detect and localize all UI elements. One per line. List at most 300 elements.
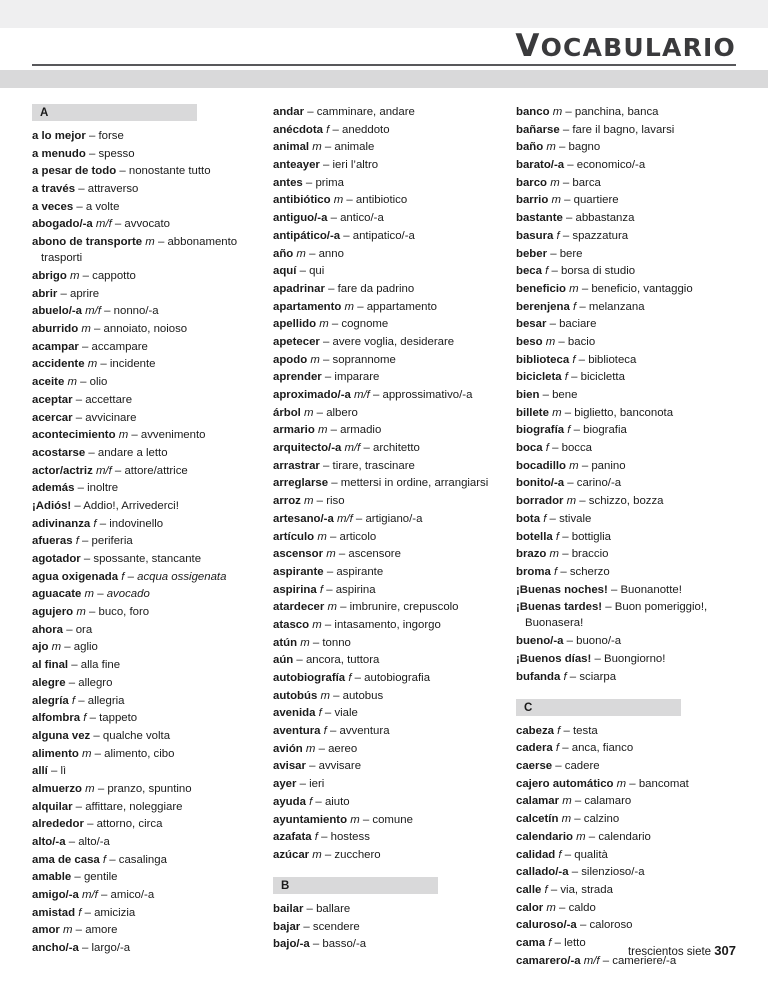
entry-headword: al final <box>32 659 69 672</box>
entry-translation: attraverso <box>87 183 139 196</box>
entry-translation: soprannome <box>332 353 396 366</box>
entry-separator: – <box>72 800 86 813</box>
entry-separator: – <box>559 123 573 136</box>
entry-gender-marker: m <box>115 429 129 442</box>
vocabulary-entry <box>273 546 498 562</box>
vocabulary-column <box>516 104 738 970</box>
vocabulary-entry <box>273 829 498 845</box>
entry-gender-marker: m <box>341 300 355 313</box>
entry-translation: qualche volta <box>102 729 171 742</box>
entry-headword: banco <box>516 106 550 118</box>
entry-headword: caerse <box>516 760 553 773</box>
entry-gender-marker: f <box>305 795 313 808</box>
entry-separator: – <box>563 635 577 648</box>
entry-headword: abuelo/-a <box>32 305 83 318</box>
entry-translation: autobiografia <box>364 672 431 684</box>
vocabulary-entry <box>32 268 255 284</box>
entry-translation: aprire <box>70 287 100 300</box>
entry-translation: letto <box>564 936 586 949</box>
entry-gender-marker: m <box>66 270 80 282</box>
vocabulary-entry <box>273 652 498 668</box>
vocabulary-entry <box>273 458 498 474</box>
vocabulary-entry <box>273 475 498 491</box>
entry-headword: animal <box>273 141 310 154</box>
vocabulary-entry <box>32 356 255 372</box>
entry-headword: aspirante <box>273 565 324 578</box>
entry-gender-marker: m <box>307 353 320 366</box>
entry-separator: – <box>557 565 570 578</box>
entry-translation: tappeto <box>99 712 138 725</box>
entry-separator: – <box>323 565 337 578</box>
footer-page-words: trescientos siete <box>627 946 712 958</box>
entry-translation: scherzo <box>569 565 610 578</box>
entry-translation: andare a letto <box>97 446 168 459</box>
entry-translation: cameriere/-a <box>612 954 677 967</box>
vocabulary-entry <box>273 493 498 509</box>
entry-translation: hostess <box>330 831 370 844</box>
entry-separator: – <box>304 106 317 118</box>
vocabulary-entry <box>516 263 738 279</box>
entry-separator: – <box>85 147 99 160</box>
entry-headword: basura <box>516 229 554 242</box>
header-divider <box>32 64 736 66</box>
vocabulary-entry <box>273 387 498 403</box>
entry-gender-marker: m <box>84 358 98 371</box>
entry-translation: Addio!, Arrivederci! <box>83 499 179 512</box>
entry-headword: a veces <box>32 200 74 213</box>
letter-heading-label: C <box>524 701 533 714</box>
vocabulary-entry <box>273 705 498 721</box>
entry-separator: – <box>323 583 336 596</box>
entry-gender-marker: m <box>81 588 95 601</box>
entry-separator: – <box>83 818 97 831</box>
entry-separator: – <box>90 323 104 336</box>
entry-headword: alegre <box>32 676 66 689</box>
entry-translation: lì <box>60 765 67 778</box>
entry-headword: apadrinar <box>273 282 325 295</box>
entry-separator: – <box>360 442 374 455</box>
entry-translation: acqua ossigenata <box>137 570 227 583</box>
entry-translation: scendere <box>312 920 360 933</box>
entry-headword: arrastrar <box>273 459 320 472</box>
entry-separator: – <box>75 694 88 707</box>
entry-separator: – <box>305 760 319 773</box>
entry-translation: biografia <box>583 424 627 437</box>
entry-separator: – <box>585 830 599 843</box>
entry-headword: calendario <box>516 830 573 843</box>
entry-headword: boca <box>516 442 543 455</box>
vocabulary-entry <box>32 639 255 655</box>
vocabulary-entry <box>32 922 255 938</box>
entry-headword: ajo <box>32 641 49 654</box>
entry-separator: – <box>555 335 568 348</box>
vocabulary-entry <box>32 710 255 726</box>
entry-gender-marker: m/f <box>350 389 370 401</box>
entry-translation: approssimativo/-a <box>382 389 473 401</box>
entry-separator: – <box>562 212 576 225</box>
vocabulary-entry <box>273 210 498 226</box>
entry-separator: – <box>576 919 590 932</box>
vocabulary-entry <box>273 192 498 208</box>
entry-translation: alto/-a <box>78 836 110 848</box>
vocabulary-entry <box>516 475 738 491</box>
entry-translation: albero <box>326 406 358 419</box>
vocabulary-entry <box>32 410 255 426</box>
entry-translation: basso/-a <box>322 938 367 951</box>
entry-gender-marker: m <box>78 323 91 336</box>
entry-separator: – <box>319 335 333 348</box>
entry-headword: ancho/-a <box>32 942 79 955</box>
entry-gender-marker: m <box>572 830 586 843</box>
entry-gender-marker: f <box>545 936 552 949</box>
entry-gender-marker: m <box>317 689 330 702</box>
entry-separator: – <box>354 300 367 313</box>
entry-gender-marker: f <box>311 831 318 844</box>
entry-headword: barrio <box>516 194 549 207</box>
vocabulary-entry <box>32 234 255 266</box>
vocabulary-entry <box>273 175 498 191</box>
vocabulary-entry <box>516 316 738 332</box>
entry-headword: barato/-a <box>516 159 565 172</box>
vocabulary-entry <box>32 374 255 390</box>
entry-separator: – <box>566 670 580 683</box>
vocabulary-entry <box>273 741 498 757</box>
vocabulary-entry <box>32 799 255 815</box>
entry-gender-marker: m <box>314 424 328 437</box>
entry-headword: autobús <box>273 689 318 702</box>
vocabulary-entry <box>516 139 738 155</box>
vocabulary-entry <box>32 463 255 479</box>
vocabulary-entry <box>516 352 738 368</box>
entry-separator: – <box>551 936 565 949</box>
entry-headword: amistad <box>32 906 76 919</box>
entry-headword: bueno/-a <box>516 635 564 648</box>
entry-translation: spossante, stancante <box>93 553 202 565</box>
entry-headword: arquitecto/-a <box>273 442 342 455</box>
entry-separator: – <box>71 871 84 884</box>
entry-translation: borsa di studio <box>560 265 636 278</box>
entry-separator: – <box>321 371 335 384</box>
entry-translation: imparare <box>334 371 380 384</box>
entry-translation: biglietto, banconota <box>574 406 674 419</box>
entry-translation: incidente <box>109 358 156 371</box>
entry-headword: arreglarse <box>273 477 329 490</box>
entry-translation: ora <box>75 623 93 636</box>
vocabulary-entry <box>273 688 498 704</box>
entry-gender-marker: m <box>48 641 62 654</box>
entry-translation: avventura <box>339 725 390 738</box>
vocabulary-entry <box>516 334 738 350</box>
vocabulary-entry <box>32 427 255 443</box>
entry-headword: cajero automático <box>516 777 614 790</box>
entry-gender-marker: f <box>323 123 330 136</box>
vocabulary-entry <box>516 511 738 527</box>
entry-translation: comune <box>372 813 413 826</box>
entry-separator: – <box>319 459 333 472</box>
header-band <box>0 0 768 28</box>
entry-gender-marker: m <box>546 548 560 561</box>
entry-separator: – <box>329 123 343 136</box>
entry-gender-marker: m <box>316 318 329 331</box>
vocabulary-entry <box>273 422 498 438</box>
entry-separator: – <box>547 247 560 260</box>
entry-gender-marker: m/f <box>78 889 98 902</box>
entry-separator: – <box>327 212 341 225</box>
entry-separator: – <box>328 477 341 490</box>
vocabulary-entry <box>516 723 738 739</box>
entry-separator: – <box>340 229 353 242</box>
entry-separator: – <box>561 406 575 419</box>
entry-gender-marker: m <box>549 106 563 118</box>
entry-translation: a volte <box>85 200 120 213</box>
entry-separator: – <box>351 672 365 684</box>
vocabulary-entry <box>32 816 255 832</box>
entry-separator: – <box>302 176 316 189</box>
vocabulary-entry <box>273 812 498 828</box>
entry-separator: – <box>111 218 125 231</box>
entry-headword: bajo/-a <box>273 938 310 951</box>
entry-gender-marker: f <box>553 229 560 242</box>
vocabulary-entry <box>273 582 498 598</box>
entry-headword: actor/actriz <box>32 464 93 477</box>
entry-separator: – <box>560 194 574 207</box>
entry-gender-marker: f <box>569 353 576 366</box>
entry-separator: – <box>75 183 88 196</box>
entry-gender-marker: f <box>542 442 549 455</box>
entry-headword: aguacate <box>32 588 82 601</box>
entry-headword: autobiografía <box>273 672 346 684</box>
vocabulary-entry <box>273 776 498 792</box>
entry-translation: calamaro <box>584 795 632 808</box>
vocabulary-entry <box>273 334 498 350</box>
entry-gender-marker: m <box>566 282 579 295</box>
entry-gender-marker: m <box>547 176 560 189</box>
vocabulary-entry <box>516 546 738 562</box>
entry-gender-marker: f <box>75 906 82 919</box>
entry-headword: beneficio <box>516 282 567 295</box>
entry-translation: amico/-a <box>110 889 155 902</box>
vocabulary-entry <box>516 651 738 667</box>
footer-page-number: 307 <box>714 943 736 958</box>
entry-headword: abrigo <box>32 270 67 282</box>
vocabulary-entry <box>32 834 255 850</box>
vocabulary-entry <box>273 316 498 332</box>
vocabulary-entry <box>32 675 255 691</box>
letter-heading-label: B <box>281 880 290 893</box>
entry-separator: – <box>561 848 575 861</box>
vocabulary-entry <box>32 781 255 797</box>
entry-headword: calcetín <box>516 813 559 826</box>
entry-translation: indovinello <box>109 517 164 530</box>
entry-translation: aspirina <box>335 583 376 596</box>
entry-headword: calidad <box>516 848 556 861</box>
entry-translation: stivale <box>559 512 592 525</box>
vocabulary-entry <box>273 440 498 456</box>
entry-separator: – <box>602 601 615 614</box>
entry-headword: árbol <box>273 406 301 419</box>
entry-headword: acostarse <box>32 446 86 459</box>
entry-translation: alla fine <box>80 659 121 672</box>
entry-headword: abogado/-a <box>32 218 93 231</box>
entry-gender-marker: f <box>72 535 79 548</box>
entry-headword: avenida <box>273 707 316 720</box>
vocabulary-entry <box>273 228 498 244</box>
vocabulary-entry <box>516 776 738 792</box>
entry-separator: – <box>312 795 325 808</box>
entry-separator: – <box>78 942 92 955</box>
entry-headword: amor <box>32 924 60 937</box>
entry-separator: – <box>90 729 103 742</box>
entry-translation: buono/-a <box>576 635 622 648</box>
entry-headword: bocadillo <box>516 459 566 472</box>
entry-headword: andar <box>273 106 305 118</box>
entry-translation: nonostante tutto <box>128 165 211 178</box>
entry-separator: – <box>326 725 340 738</box>
entry-translation: antipatico/-a <box>352 229 415 242</box>
entry-gender-marker: m <box>64 376 77 389</box>
entry-separator: – <box>564 477 577 490</box>
entry-translation: sciarpa <box>579 670 617 683</box>
entry-translation: quartiere <box>573 194 619 207</box>
entry-gender-marker: m <box>543 901 556 914</box>
entry-translation: olio <box>89 376 108 389</box>
entry-translation: abbonamento trasporti <box>41 236 238 265</box>
vocabulary-entry <box>32 693 255 709</box>
entry-separator: – <box>76 376 90 389</box>
entry-separator: – <box>65 836 79 848</box>
vocabulary-entry <box>32 533 255 549</box>
vocabulary-entry <box>516 633 738 649</box>
entry-headword: alfombra <box>32 712 81 725</box>
entry-gender-marker: m <box>300 495 314 508</box>
entry-gender-marker: m <box>314 530 327 543</box>
entry-headword: acontecimiento <box>32 429 116 442</box>
entry-separator: – <box>548 265 561 278</box>
entry-headword: a lo mejor <box>32 130 86 142</box>
entry-translation: qualità <box>574 848 608 861</box>
entry-separator: – <box>293 654 306 667</box>
entry-separator: – <box>336 601 350 614</box>
entry-separator: – <box>571 795 585 808</box>
entry-translation: avvicinare <box>85 411 137 424</box>
entry-gender-marker: f <box>99 853 107 866</box>
vocabulary-entry <box>32 551 255 567</box>
entry-translation: beneficio, vantaggio <box>591 282 693 295</box>
entry-headword: ayuntamiento <box>273 813 348 826</box>
entry-translation: ancora, tuttora <box>305 654 380 667</box>
entry-headword: cadera <box>516 742 553 755</box>
vocabulary-entry <box>273 299 498 315</box>
entry-translation: attore/attrice <box>124 464 188 477</box>
entry-gender-marker: m <box>542 335 556 348</box>
entry-translation: prima <box>315 176 344 189</box>
entry-separator: – <box>106 853 119 866</box>
entry-separator: – <box>552 760 565 773</box>
entry-headword: azafata <box>273 831 312 844</box>
entry-separator: – <box>97 358 110 371</box>
vocabulary-entry <box>32 303 255 319</box>
entry-translation: Buonanotte! <box>620 583 682 596</box>
entry-translation: fare il bagno, lavarsi <box>572 123 675 136</box>
entry-translation: aneddoto <box>342 123 390 136</box>
entry-headword: apodo <box>273 353 308 366</box>
entry-translation: braccio <box>571 548 609 561</box>
entry-translation: viale <box>334 707 358 720</box>
entry-separator: – <box>539 389 553 401</box>
entry-translation: anca, fianco <box>571 742 634 755</box>
entry-headword: besar <box>516 318 547 331</box>
entry-headword: ¡Buenas tardes! <box>516 601 603 614</box>
entry-gender-marker: m/f <box>580 954 600 967</box>
entry-separator: – <box>321 707 335 720</box>
entry-gender-marker: m <box>548 194 561 207</box>
entry-translation: inoltre <box>87 482 119 495</box>
entry-separator: – <box>319 353 333 366</box>
entry-gender-marker: f <box>541 265 549 278</box>
entry-separator: – <box>369 389 383 401</box>
entry-translation: architetto <box>373 442 420 455</box>
vocabulary-entry <box>516 458 738 474</box>
entry-headword: calor <box>516 901 544 914</box>
entry-translation: casalinga <box>118 853 167 866</box>
entry-headword: beso <box>516 335 543 348</box>
entry-translation: barca <box>572 176 601 189</box>
entry-separator: – <box>607 583 621 596</box>
vocabulary-entry <box>32 746 255 762</box>
entry-separator: – <box>57 287 70 300</box>
vocabulary-entry <box>32 199 255 215</box>
entry-headword: cama <box>516 936 546 949</box>
vocabulary-entry <box>273 511 498 527</box>
entry-gender-marker: m <box>302 742 316 755</box>
entry-gender-marker: m <box>566 459 579 472</box>
vocabulary-entry <box>273 246 498 262</box>
entry-translation: melanzana <box>588 300 645 313</box>
vocabulary-entry <box>273 104 498 120</box>
entry-headword: atardecer <box>273 601 325 614</box>
entry-translation: annoiato, noioso <box>103 323 188 336</box>
entry-separator: – <box>80 553 94 565</box>
entry-separator: – <box>296 265 310 278</box>
entry-translation: fare da padrino <box>337 282 415 295</box>
entry-separator: – <box>546 318 560 331</box>
entry-headword: azúcar <box>273 848 310 861</box>
entry-headword: bicicleta <box>516 371 562 384</box>
entry-headword: bañarse <box>516 123 560 136</box>
entry-translation: bottiglia <box>571 530 611 543</box>
entry-separator: – <box>335 548 349 561</box>
entry-translation: baciare <box>559 318 597 331</box>
entry-headword: agotador <box>32 553 81 565</box>
entry-translation: aglio <box>73 641 98 654</box>
vocabulary-columns <box>32 104 738 970</box>
entry-headword: ¡Buenos días! <box>516 652 592 665</box>
entry-separator: – <box>91 747 105 760</box>
entry-headword: aproximado/-a <box>273 389 351 401</box>
entry-separator: – <box>305 247 319 260</box>
entry-separator: – <box>72 411 86 424</box>
letter-heading <box>32 104 197 121</box>
entry-translation: amicizia <box>94 906 136 919</box>
entry-gender-marker: f <box>80 712 87 725</box>
vocabulary-entry <box>516 793 738 809</box>
vocabulary-entry <box>273 919 498 935</box>
vocabulary-entry <box>32 622 255 638</box>
entry-translation: aspirante <box>336 565 384 578</box>
entry-headword: apartamento <box>273 300 342 313</box>
entry-headword: avisar <box>273 760 306 773</box>
entry-headword: agua oxigenada <box>32 570 119 583</box>
